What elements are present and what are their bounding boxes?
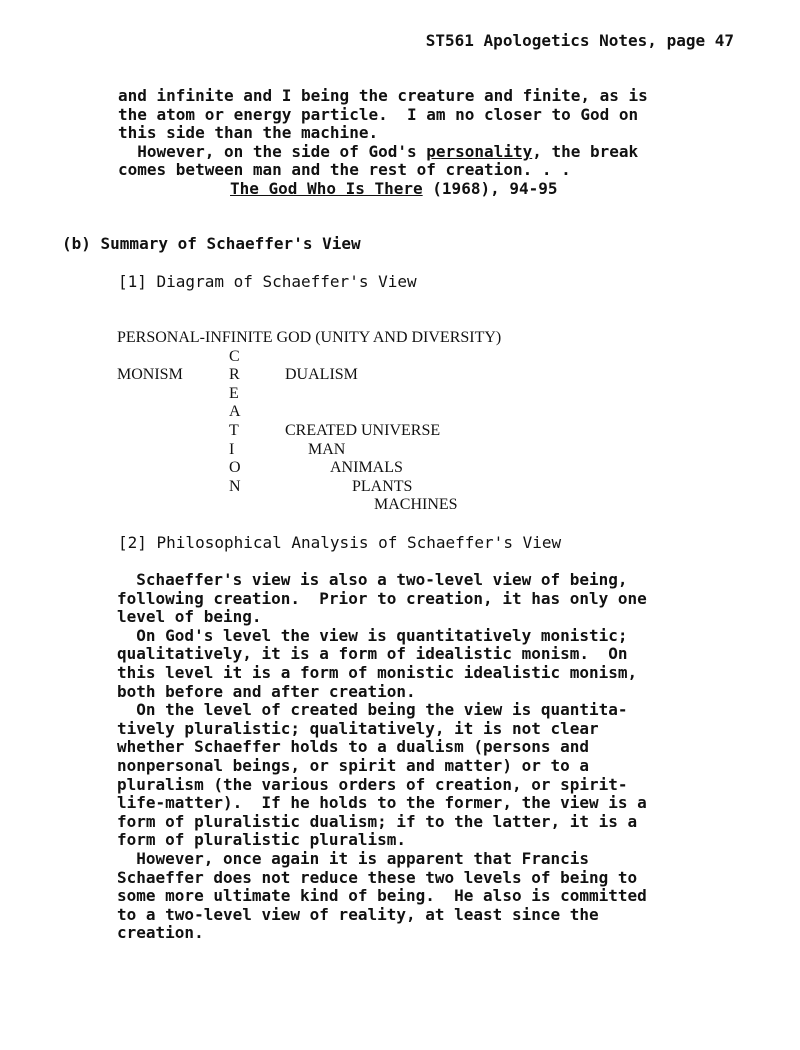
creation-letter: N [229, 477, 241, 495]
citation-rest: (1968), 94-95 [422, 179, 558, 198]
creation-letter: A [229, 403, 241, 421]
diagram-level-man: MAN [308, 440, 346, 458]
quote-underlined-word: personality [426, 141, 533, 161]
diagram-created-universe: CREATED UNIVERSE [285, 422, 441, 439]
analysis-line: this level it is a form of monistic idealistic monism, [117, 663, 638, 682]
quote-line-5: comes between man and the rest of creation. . . [118, 160, 571, 180]
analysis-line: whether Schaeffer holds to a dualism (persons and [117, 737, 590, 757]
analysis-line: tively pluralistic; qualitatively, it is not clear [117, 718, 599, 738]
section-b-heading: (b) Summary of Schaeffer's View [62, 234, 361, 253]
quote-line-1: and infinite and I being the creature and finite, as is [118, 86, 648, 105]
diagram-top-label: PERSONAL-INFINITE GOD (UNITY AND DIVERSITY) [117, 329, 502, 346]
creation-letter: I [229, 440, 235, 458]
creation-letter: R [229, 366, 240, 384]
analysis-line: On God's level the view is quantitatively monistic; [117, 625, 628, 645]
quote-citation [230, 180, 558, 199]
analysis-line: life-matter). If he holds to the former, the view is a [117, 793, 647, 813]
subsection-2-heading: [2] Philosophical Analysis of Schaeffer's View [118, 533, 562, 552]
analysis-line: pluralism (the various orders of creation, or spirit- [117, 774, 628, 794]
analysis-line: both before and after creation. [117, 681, 416, 701]
analysis-line: qualitatively, it is a form of idealistic monism. On [117, 644, 628, 664]
analysis-line: nonpersonal beings, or spirit and matter) or to a [117, 756, 590, 775]
diagram-level-plants: PLANTS [352, 477, 413, 495]
quote-line-4-post: , the break [532, 141, 639, 161]
analysis-line: form of pluralistic pluralism. [117, 830, 406, 850]
citation-title: The God Who Is There [230, 179, 423, 198]
diagram-dualism: DUALISM [285, 366, 358, 384]
creation-letter: O [229, 459, 241, 477]
analysis-line: following creation. Prior to creation, it has only one [117, 588, 647, 608]
creation-letter: C [229, 347, 240, 365]
analysis-line: form of pluralistic dualism; if to the latter, it is a [117, 811, 638, 831]
analysis-line: Schaeffer's view is also a two-level view of being, [117, 570, 628, 589]
analysis-line: level of being. [117, 607, 262, 627]
analysis-line: creation. [117, 923, 204, 943]
analysis-line: Schaeffer does not reduce these two levels of being to [117, 867, 638, 887]
quote-line-4-pre: However, on the side of God's [118, 141, 427, 161]
creation-letter: T [229, 422, 239, 439]
quote-line-4 [118, 143, 638, 162]
diagram-level-animals: ANIMALS [330, 459, 403, 477]
diagram-level-machines: MACHINES [374, 496, 458, 514]
quote-line-3: this side than the machine. [118, 123, 379, 143]
analysis-line: However, once again it is apparent that Francis [117, 849, 590, 868]
analysis-line: some more ultimate kind of being. He also is committed [117, 886, 647, 906]
analysis-line: to a two-level view of reality, at least since the [117, 904, 599, 924]
creation-letter: E [229, 384, 239, 402]
analysis-line: On the level of created being the view is quantita- [117, 700, 628, 720]
quote-line-2: the atom or energy particle. I am no closer to God on [118, 104, 639, 124]
page-header: ST561 Apologetics Notes, page 47 [425, 31, 734, 50]
diagram-monism: MONISM [117, 366, 183, 384]
subsection-1-heading: [1] Diagram of Schaeffer's View [118, 272, 417, 291]
